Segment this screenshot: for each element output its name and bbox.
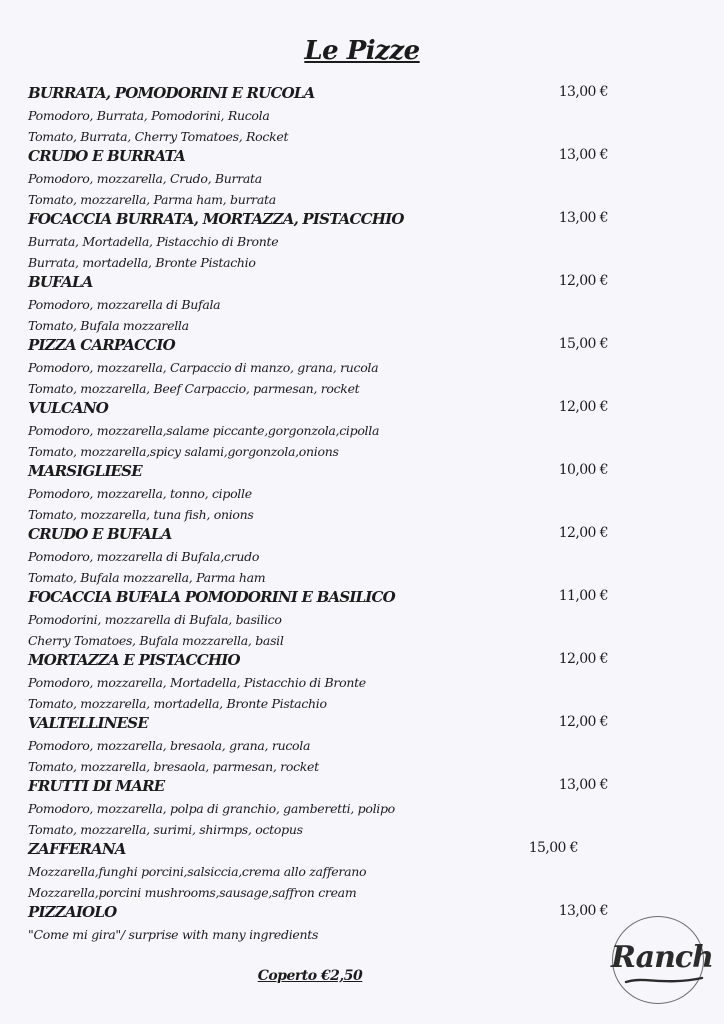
item-description-it: Pomodoro, mozzarella di Bufala	[28, 297, 221, 312]
item-description-en: Tomato, mozzarella, bresaola, parmesan, rocket	[28, 759, 319, 774]
menu-item	[28, 336, 608, 399]
menu-item	[28, 588, 608, 651]
item-description-en: Tomato, Bufala mozzarella	[28, 318, 189, 333]
menu-item	[28, 462, 608, 525]
item-price: 12,00 €	[558, 273, 608, 289]
item-description-en: Tomato, mozzarella, Beef Carpaccio, parmesan, rocket	[28, 381, 360, 396]
item-description-en: Tomato, mozzarella, mortadella, Bronte Pistachio	[28, 696, 327, 711]
item-price: 13,00 €	[558, 210, 608, 226]
menu-item	[28, 714, 608, 777]
menu-item	[28, 651, 608, 714]
item-description-en: Tomato, mozzarella, tuna fish, onions	[28, 507, 254, 522]
item-name: FRUTTI DI MARE	[28, 777, 165, 795]
menu-item	[28, 399, 608, 462]
item-description-it: Mozzarella,funghi porcini,salsiccia,crema allo zafferano	[28, 864, 367, 879]
item-name: PIZZAIOLO	[28, 903, 117, 921]
menu-title: Le Pizze	[304, 36, 420, 66]
item-description-it: Pomodoro, mozzarella, Carpaccio di manzo, grana, rucola	[28, 360, 379, 375]
item-description-it: Pomodoro, mozzarella, Crudo, Burrata	[28, 171, 262, 186]
item-name: VULCANO	[28, 399, 109, 417]
menu-item	[28, 903, 608, 945]
ranch-logo	[604, 914, 720, 1004]
coperto-charge: Coperto €2,50	[257, 968, 363, 984]
item-description-it: Pomodoro, mozzarella, Mortadella, Pistacchio di Bronte	[28, 675, 366, 690]
item-description-en: Tomato, mozzarella,spicy salami,gorgonzola,onions	[28, 444, 339, 459]
item-price: 12,00 €	[558, 399, 608, 415]
menu-item	[28, 777, 608, 840]
menu-item	[28, 84, 608, 147]
menu-item	[28, 525, 608, 588]
item-name: BUFALA	[28, 273, 93, 291]
item-price: 15,00 €	[528, 840, 578, 856]
item-price: 11,00 €	[558, 588, 608, 604]
item-name: MARSIGLIESE	[28, 462, 142, 480]
logo-swoosh-icon	[624, 974, 704, 988]
item-description-it: Pomodoro, Burrata, Pomodorini, Rucola	[28, 108, 270, 123]
item-price: 12,00 €	[558, 651, 608, 667]
item-description-en: Burrata, mortadella, Bronte Pistachio	[28, 255, 256, 270]
item-description-it: Pomodoro, mozzarella, bresaola, grana, rucola	[28, 738, 311, 753]
menu-item	[28, 273, 608, 336]
item-name: CRUDO E BUFALA	[28, 525, 172, 543]
item-description-en: Tomato, Bufala mozzarella, Parma ham	[28, 570, 266, 585]
item-description-it: Pomodorini, mozzarella di Bufala, basilico	[28, 612, 282, 627]
item-name: PIZZA CARPACCIO	[28, 336, 175, 354]
item-description-it: Burrata, Mortadella, Pistacchio di Bronte	[28, 234, 279, 249]
item-description-it: "Come mi gira"/ surprise with many ingredients	[28, 927, 319, 942]
item-description-en: Tomato, mozzarella, surimi, shirmps, octopus	[28, 822, 303, 837]
item-description-en: Tomato, Burrata, Cherry Tomatoes, Rocket	[28, 129, 289, 144]
item-name: ZAFFERANA	[28, 840, 126, 858]
item-price: 13,00 €	[558, 84, 608, 100]
item-description-en: Mozzarella,porcini mushrooms,sausage,saffron cream	[28, 885, 357, 900]
item-name: FOCACCIA BURRATA, MORTAZZA, PISTACCHIO	[28, 210, 404, 228]
item-price: 13,00 €	[558, 903, 608, 919]
item-description-it: Pomodoro, mozzarella,salame piccante,gorgonzola,cipolla	[28, 423, 380, 438]
item-price: 12,00 €	[558, 714, 608, 730]
item-description-en: Cherry Tomatoes, Bufala mozzarella, basil	[28, 633, 284, 648]
logo-wordmark: Ranch	[611, 940, 713, 975]
item-name: VALTELLINESE	[28, 714, 148, 732]
item-name: MORTAZZA E PISTACCHIO	[28, 651, 240, 669]
item-description-it: Pomodoro, mozzarella di Bufala,crudo	[28, 549, 260, 564]
item-price: 10,00 €	[558, 462, 608, 478]
item-price: 13,00 €	[558, 147, 608, 163]
item-description-it: Pomodoro, mozzarella, polpa di granchio, gamberetti, polipo	[28, 801, 395, 816]
item-name: CRUDO E BURRATA	[28, 147, 185, 165]
item-description-it: Pomodoro, mozzarella, tonno, cipolle	[28, 486, 252, 501]
item-price: 13,00 €	[558, 777, 608, 793]
item-price: 15,00 €	[558, 336, 608, 352]
menu-item	[28, 147, 608, 210]
item-name: FOCACCIA BUFALA POMODORINI E BASILICO	[28, 588, 395, 606]
item-price: 12,00 €	[558, 525, 608, 541]
item-name: BURRATA, POMODORINI E RUCOLA	[28, 84, 315, 102]
menu-item	[28, 840, 608, 903]
menu-item	[28, 210, 608, 273]
menu-items-list	[28, 84, 608, 945]
item-description-en: Tomato, mozzarella, Parma ham, burrata	[28, 192, 276, 207]
